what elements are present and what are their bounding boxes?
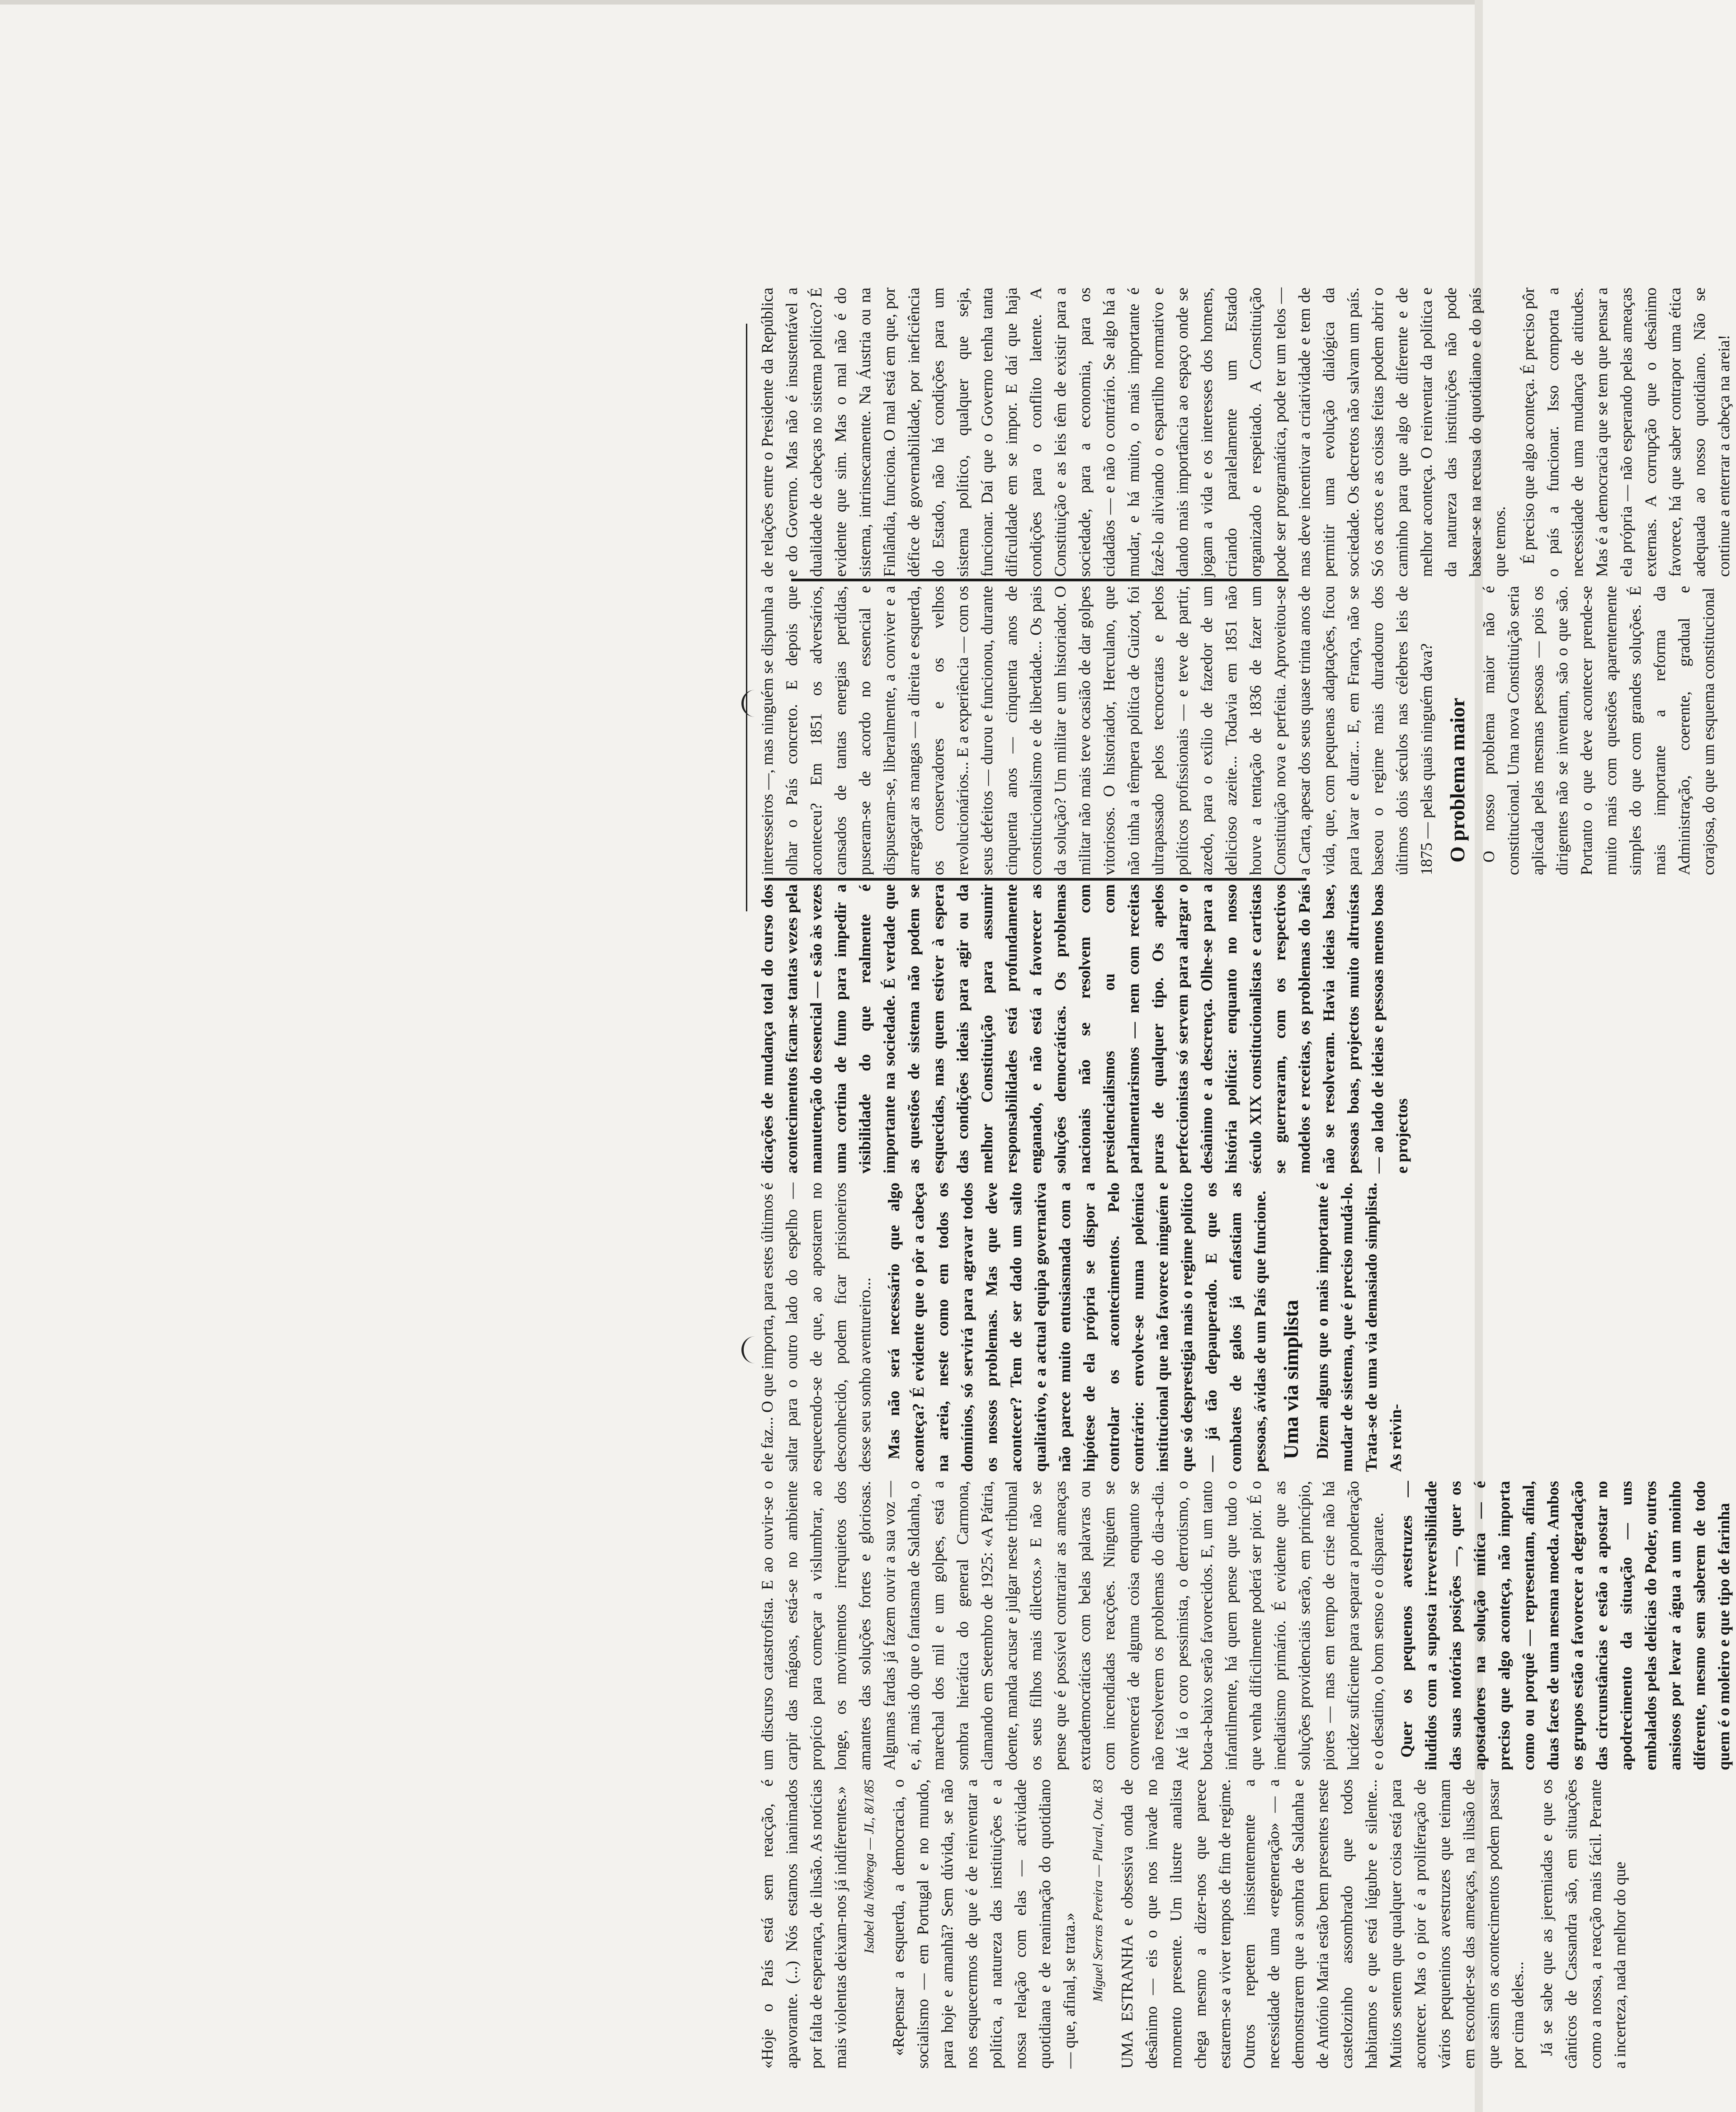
article-paragraph: um discurso catastrofista. E ao ouvir-se o carpir das mágoas, está-se no ambiente propício para começar a vislumbrar, ao longe, os movimentos irrequietos dos amantes das soluções fortes e gloriosas. Algumas fardas já fazem ouvir a sua voz — e, aí, mais do que o fantasma de Saldanha, o marechal dos mil e um golpes, está a sombra hierática do general Carmona, clamando em Setembro de 1925: «A Pátria, doente, manda acusar e julgar neste tribunal os seus filhos mais dilectos.» E não se pense que é possível contrariar as ameaças extrademocráticas com belas palavras ou com incendiadas reacções. Ninguém se convencerá de alguma coisa enquanto se não resolverem os problemas do dia-a-dia. Até lá o coro pessimista, o derrotismo, o bota-a-baixo serão favorecidos. E, um tanto infantilmente, há quem pense que tudo o que venha dificilmente poderá ser pior. É o imediatismo primário. É evidente que as soluções providenciais serão, em princípio, piores — mas em tempo de crise não há lucidez suficiente para separar a ponderação e o desatino, o bom senso e o disparate. <box>758 1481 1387 1770</box>
article-paragraph: Dizem alguns que o mais importante é mudar de sistema, que é preciso mudá-lo. Trata-se de uma via demasiado simplista. As reivin- <box>1313 1183 1405 1472</box>
scan-mark <box>741 1336 762 1363</box>
subheading-via-simplista: Uma via simplista <box>1279 1300 1302 1459</box>
newspaper-page-rotated <box>23 25 1733 2087</box>
scan-edge-top <box>0 0 1483 5</box>
column-5 <box>755 586 1717 875</box>
quote-nobrega-attribution: Isabel da Nóbrega — JL, 8/1/85 <box>862 1779 877 1954</box>
article-paragraph: É preciso que algo aconteça. É preciso pôr o país a funcionar. Isso comporta a necessidade de uma mudança de atitudes. Mas é a democracia que se tem que pensar a ela própria — não esperando pelas ameaças externas. A corrupção que o desânimo favorece, há que saber contrapor uma ética adequada ao nosso quotidiano. Não se continue a enterrar a cabeça na areia! <box>1519 288 1733 577</box>
column-4 <box>755 884 1451 1174</box>
column-divider-rule <box>764 878 1307 881</box>
quote-serras-pereira: «Repensar a esquerda, a democracia, o socialismo — em Portugal e no mundo, para hoje e amanhã? Sem dúvida, se não nos esquecermos de que é de reinventar a política, a natureza das instituições e a nossa relação com elas — actividade quotidiana e de reanimação do quotidiano — que, afinal, se trata.» <box>889 1779 1078 2069</box>
column-2 <box>755 1481 1733 1770</box>
article-opening-paragraph: UMA ESTRANHA e obsessiva onda de desânimo — eis o que nos invade no momento presente. Um ilustre analista chega mesmo a dizer-nos que parece estarem-se a viver tempos de fim de regime. Outros repetem insistentemente a necessidade de uma «regeneração» — a demonstrarem que a sombra de Saldanha e de António Maria estão bem presentes neste castelozinho assombrado que todos habitamos e que está lúgubre e silente... Muitos sentem que qualquer coisa está para acontecer. Mas o pior é a proliferação de vários pequeninos avestruzes que teimam em esconder-se das ameaças, na ilusão de que assim os acontecimentos podem passar por cima deles... <box>1118 1779 1527 2069</box>
article-paragraph: de relações entre o Presidente da República e do Governo. Mas não é insustentável a dualidade de cabeças no sistema político? É evidente que sim. Mas o mal não é do sistema, intrinsecamente. Na Áustria ou na Finlândia, funciona. O mal está em que, por défice de governabilidade, por ineficiência do Estado, não há condições para um sistema político, qualquer que seja, funcionar. Daí que o Governo tenha tanta dificuldade em se impor. E daí que haja condições para o conflito latente. A Constituição e as leis têm de existir para a sociedade, para a economia, para os cidadãos — e não o contrário. Se algo há a mudar, e há muito, o mais importante é fazê-lo aliviando o espartilho normativo e dando mais importância ao espaço onde se jogam a vida e os interesses dos homens, criando paralelamente um Estado organizado e respeitado. A Constituição pode ser programática, pode ter um telos — mas deve incentivar a criatividade e tem de permitir uma evolução dialógica da sociedade. Os decretos não salvam um país. Só os actos e as coisas feitas podem abrir o caminho para que algo de diferente e de melhor aconteça. O reinventar da política e da natureza das instituições não pode basear-se na recusa do quotidiano e do país que temos. <box>758 288 1509 577</box>
article-paragraph: Mas não será necessário que algo aconteça? É evidente que o pôr a cabeça na areia, neste como em todos os domínios, só servirá para agravar todos os nossos problemas. Mas que deve acontecer? Tem de ser dado um salto qualitativo, e a actual equipa governativa não parece muito entusiasmada com a hipótese de ela própria se dispor a controlar os acontecimentos. Pelo contrário: envolve-se numa polémica institucional que não favorece ninguém e que só desprestigia mais o regime político — já tão depauperado. E que os combates de galos já enfastiam as pessoas, ávidas de um País que funcione. <box>885 1183 1269 1472</box>
column-3 <box>755 1183 1451 1472</box>
quote-nobrega: «Hoje o País está sem reacção, é apavorante. (...) Nós estamos inanimados por falta de esperança, de ilusão. As notícias mais violentas deixam-nos já indiferentes.» <box>758 1779 849 2069</box>
article-paragraph: Quer os pequenos avestruzes — iludidos com a suposta irreversibilidade das suas notórias posições —, quer os apostadores na solução mítica — é preciso que algo aconteça, não importa como ou porquê — representam, afinal, duas faces de uma mesma moeda. Ambos os grupos estão a favorecer a degradação das circunstâncias e estão a apostar no apodrecimento da situação — uns embalados pelas delícias do Poder, outros ansiosos por levar a água a um moinho diferente, mesmo sem saberem de todo quem é o moleiro e que tipo de farinha <box>1397 1481 1733 1770</box>
column-6 <box>755 288 1733 577</box>
quote-serras-pereira-attribution: Miguel Serras Pereira — Plural, Out. 83 <box>1090 1779 1105 2002</box>
top-margin-rule <box>746 324 747 911</box>
column-divider-rule <box>791 579 1288 581</box>
article-paragraph: interesseiros —, mas ninguém se dispunha a olhar o País concreto. E depois que aconteceu? Em 1851 os adversários, cansados de tantas energias perdidas, puseram-se de acordo no essencial e dispuseram-se, liberalmente, a conviver e a arregaçar as mangas — a direita e esquerda, os conservadores e os velhos revolucionários... E a experiência — com os seus defeitos — durou e funcionou, durante cinquenta anos — cinquenta anos de constitucionalismo e de liberdade... Os pais da solução? Um militar e um historiador. O militar não mais teve ocasião de dar golpes vitoriosos. O historiador, Herculano, que não tinha a têmpera política de Guizot, foi ultrapassado pelos tecnocratas e pelos políticos profissionais — e teve de partir, azedo, para o exílio de fazedor de um delicioso azeite... Todavia em 1851 não houve a tentação de 1836 de fazer um Constituição nova e perfeita. Aproveitou-se a Carta, apesar dos seus quase trinta anos de vida, que, com pequenas adaptações, ficou para lavar e durar... E, em França, não se baseou o regime mais duradouro dos últimos dois séculos nas célebres leis de 1875 — pelas quais ninguém dava? <box>758 586 1435 875</box>
subheading-problema-maior: O problema maior <box>1446 698 1469 863</box>
column-1 <box>755 1779 1629 2069</box>
article-paragraph: ele faz... O que importa, para estes últimos é saltar para o outro lado do espelho — esquecendo-se de que, ao apostarem no desconhecido, podem ficar prisioneiros desse seu sonho aventureiro... <box>758 1183 874 1472</box>
article-paragraph: dicações de mudança total do curso dos acontecimentos ficam-se tantas vezes pela manutenção do essencial — e são às vezes uma cortina de fumo para impedir a visibilidade do que realmente é importante na sociedade. É verdade que as questões de sistema não podem se esquecidas, mas quem estiver à espera das condições ideais para agir ou da melhor Constituição para assumir responsabilidades está profundamente enganado, e não está a favorecer as soluções democráticas. Os problemas nacionais não se resolvem com presidencialismos ou com parlamentarismos — nem com receitas puras de qualquer tipo. Os apelos perfeccionistas só servem para alargar o desânimo e a descrença. Olhe-se para a história política: enquanto no nosso século XIX constitucionalistas e cartistas se guerrearam, com os respectivos modelos e receitas, os problemas do País não se resolveram. Havia ideias base, pessoas boas, projectos muito altruístas — ao lado de ideias e pessoas menos boas e projectos <box>758 884 1411 1174</box>
article-paragraph: Já se sabe que as jeremiadas e que os cânticos de Cassandra são, em situações como a nossa, a reacção mais fácil. Perante a incerteza, nada melhor do que <box>1538 1779 1629 2069</box>
article-paragraph: O nosso problema maior não é constitucional. Uma nova Constituição seria aplicada pelas mesmas pessoas — pois os dirigentes não se inventam, são o que são. Portanto o que deve acontecer prende-se muito mais com questões aparentemente simples do que com grandes soluções. É mais importante a reforma da Administração, coerente, gradual e corajosa, do que um esquema constitucional <box>1480 586 1717 875</box>
scan-mark <box>741 690 762 717</box>
